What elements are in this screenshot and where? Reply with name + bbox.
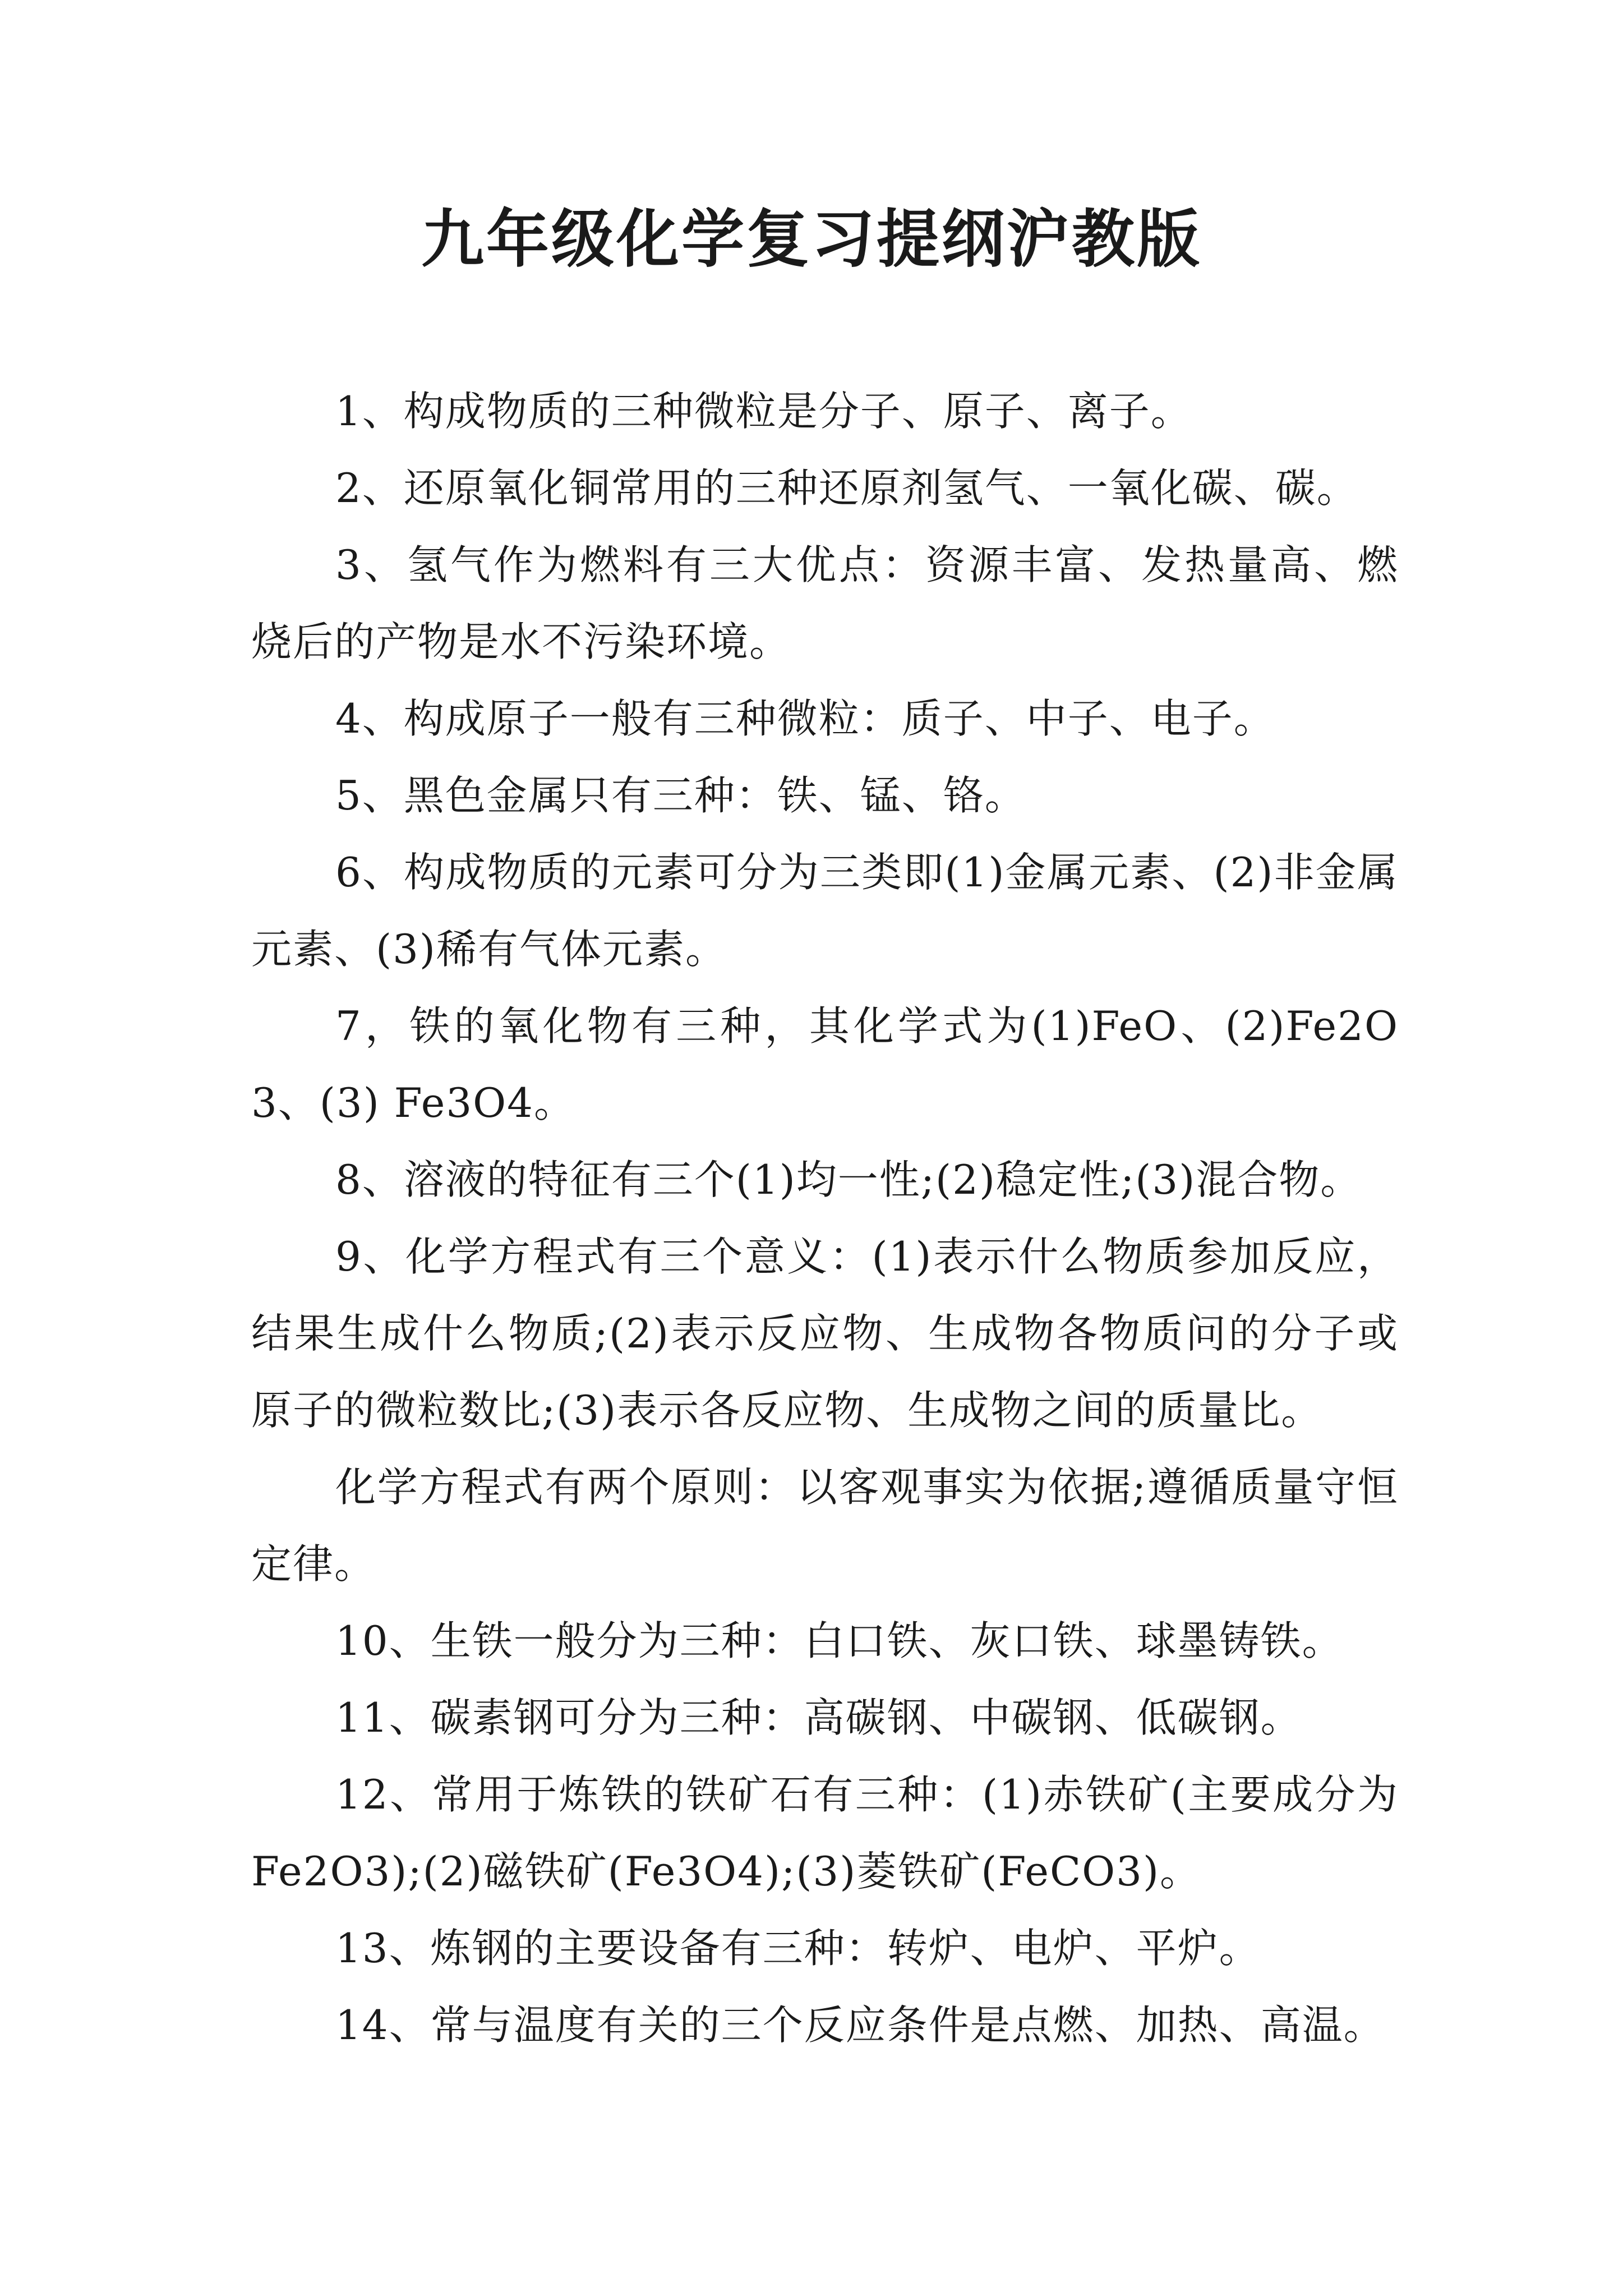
paragraph-11: 11、碳素钢可分为三种：高碳钢、中碳钢、低碳钢。 [335, 1694, 1302, 1741]
document-title: 九年级化学复习提纲沪教版 [421, 203, 1202, 276]
paragraph-4: 4、构成原子一般有三种微粒：质子、中子、电子。 [335, 695, 1275, 742]
paragraph-2: 2、还原氧化铜常用的三种还原剂氢气、一氧化碳、碳。 [335, 464, 1358, 512]
paragraph-14: 14、常与温度有关的三个反应条件是点燃、加热、高温。 [335, 2001, 1385, 2049]
paragraph-13: 13、炼钢的主要设备有三种：转炉、电炉、平炉。 [335, 1925, 1261, 1972]
document-body [251, 373, 1399, 2064]
paragraph-9: 9、化学方程式有三个意义：(1)表示什么物质参加反应，结果生成什么物质;(2)表示反应物、生成物各物质问的分子或原子的微粒数比;(3)表示各反应物、生成物之间的质量比。 [251, 1233, 1399, 1434]
paragraph-3: 3、氢气作为燃料有三大优点：资源丰富、发热量高、燃烧后的产物是水不污染环境。 [251, 541, 1399, 665]
paragraph-8: 8、溶液的特征有三个(1)均一性;(2)稳定性;(3)混合物。 [335, 1156, 1362, 1203]
paragraph-12: 12、常用于炼铁的铁矿石有三种：(1)赤铁矿(主要成分为Fe2O3);(2)磁铁矿(Fe3O4);(3)菱铁矿(FeCO3)。 [251, 1771, 1399, 1895]
paragraph-5: 5、黑色金属只有三种：铁、锰、铬。 [335, 772, 1026, 819]
paragraph-10: 10、生铁一般分为三种：白口铁、灰口铁、球墨铸铁。 [335, 1617, 1344, 1664]
paragraph-6: 6、构成物质的元素可分为三类即(1)金属元素、(2)非金属元素、(3)稀有气体元素。 [251, 849, 1399, 973]
paragraph-9-principles: 化学方程式有两个原则：以客观事实为依据;遵循质量守恒定律。 [251, 1464, 1399, 1588]
paragraph-7: 7，铁的氧化物有三种，其化学式为(1)FeO、(2)Fe2O3、(3) Fe3O4。 [251, 1002, 1399, 1126]
paragraph-1: 1、构成物质的三种微粒是分子、原子、离子。 [335, 388, 1192, 435]
